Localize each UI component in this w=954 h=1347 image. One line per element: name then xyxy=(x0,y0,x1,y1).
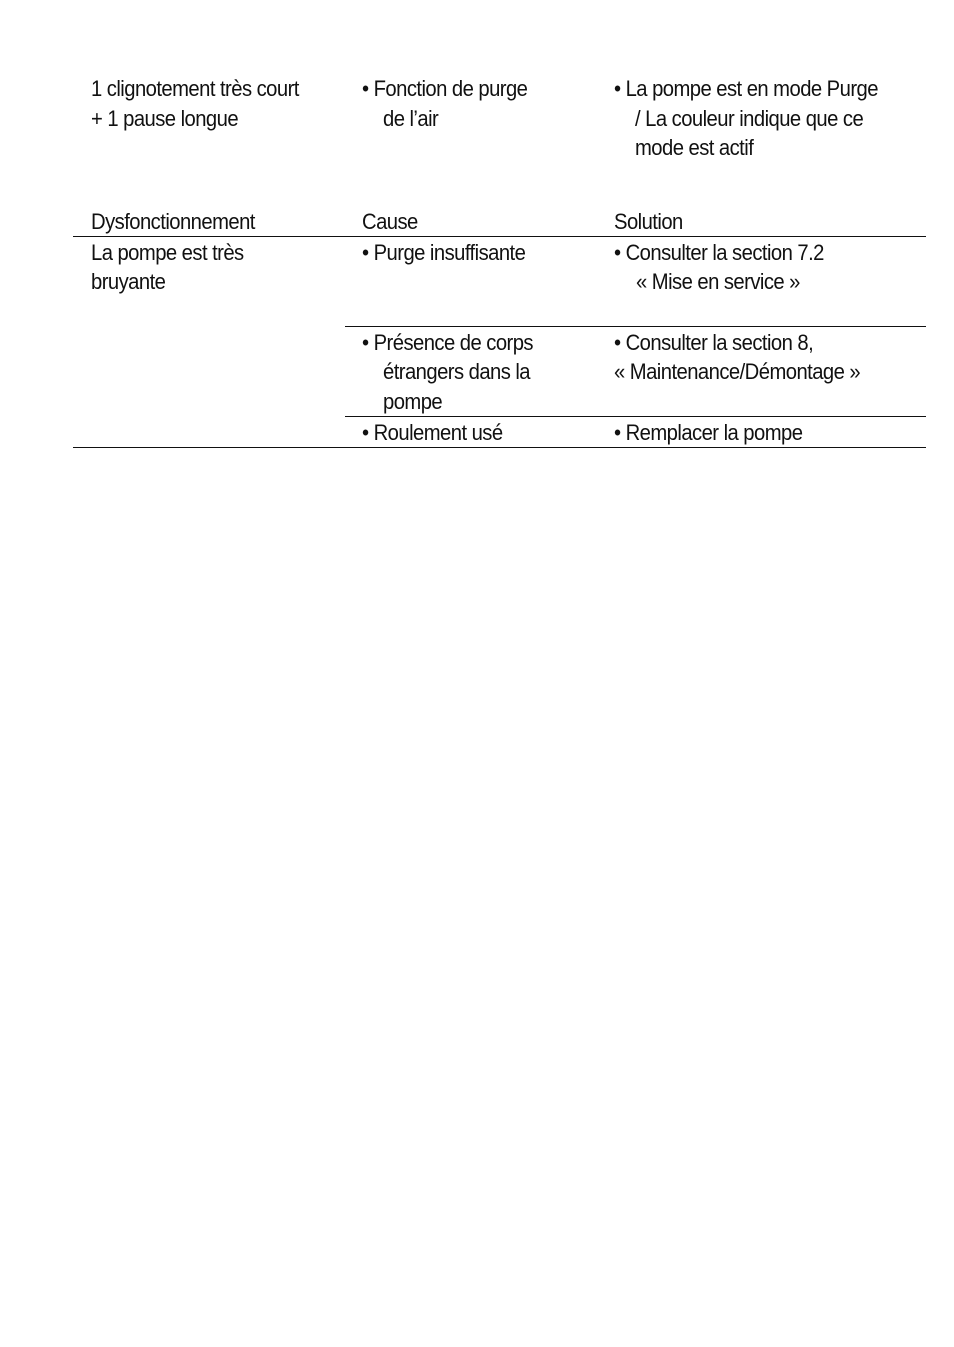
solution-1-line-2: « Mise en service » xyxy=(636,269,800,294)
header-rule xyxy=(73,236,926,237)
header-solution: Solution xyxy=(614,209,683,234)
signal-line-2: + 1 pause longue xyxy=(91,106,239,131)
solution-2-line-1: • Consulter la section 8, xyxy=(614,330,814,355)
solution-2-line-2: « Maintenance/Démontage » xyxy=(614,359,861,384)
cause-2-line-1: • Présence de corps xyxy=(362,330,533,355)
malfunction-line-1: La pompe est très xyxy=(91,240,244,265)
meaning-line-3: mode est actif xyxy=(635,135,754,160)
row-2-rule xyxy=(345,416,926,417)
cause-1-line-1: • Purge insuffisante xyxy=(362,240,526,265)
header-malfunction: Dysfonctionnement xyxy=(91,209,255,234)
cause-2-line-3: pompe xyxy=(383,389,443,414)
function-line-2: de l’air xyxy=(383,106,439,131)
cause-2-line-2: étrangers dans la xyxy=(383,359,531,384)
function-line-1: • Fonction de purge xyxy=(362,76,528,101)
solution-1-line-1: • Consulter la section 7.2 xyxy=(614,240,824,265)
malfunction-line-2: bruyante xyxy=(91,269,166,294)
row-1-rule xyxy=(345,326,926,327)
solution-3-line-1: • Remplacer la pompe xyxy=(614,420,803,445)
signal-line-1: 1 clignotement très court xyxy=(91,76,299,101)
table-bottom-rule xyxy=(73,447,926,448)
cause-3-line-1: • Roulement usé xyxy=(362,420,503,445)
meaning-line-1: • La pompe est en mode Purge xyxy=(614,76,878,101)
header-cause: Cause xyxy=(362,209,418,234)
meaning-line-2: / La couleur indique que ce xyxy=(635,106,864,131)
